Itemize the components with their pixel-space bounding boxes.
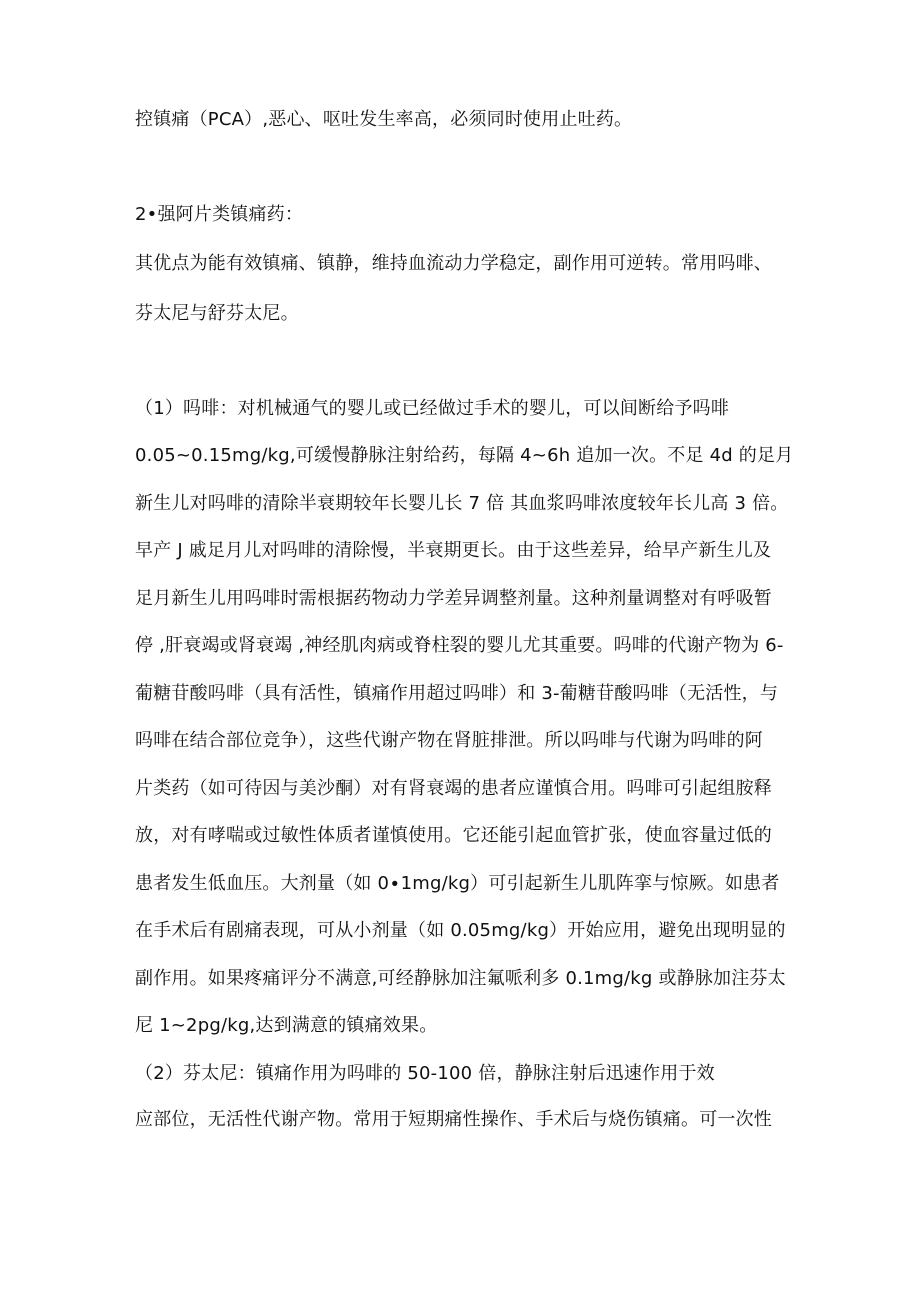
- paragraph-line: 放，对有哮喘或过敏性体质者谨慎使用。它还能引起血管扩张，使血容量过低的: [135, 825, 772, 846]
- paragraph-line: 片类药（如可待因与美沙酮）对有肾衰竭的患者应谨慎合用。吗啡可引起组胺释: [135, 778, 772, 799]
- paragraph-line: 吗啡在结合部位竞争），这些代谢产物在肾脏排泄。所以吗啡与代谢为吗啡的阿: [135, 730, 763, 751]
- paragraph-line: 0.05~0.15mg∕kg,可缓慢静脉注射给药，每隔 4~6h 追加一次。不足 4d 的足月: [135, 445, 794, 466]
- paragraph-line: 停 ,肝衰竭或肾衰竭 ,神经肌肉病或脊柱裂的婴儿尤其重要。吗啡的代谢产物为 6-: [135, 635, 784, 656]
- paragraph-line: （2）芬太尼：镇痛作用为吗啡的 50-100 倍，静脉注射后迅速作用于效: [135, 1063, 715, 1084]
- paragraph-line: 足月新生儿用吗啡时需根据药物动力学差异调整剂量。这种剂量调整对有呼吸暂: [135, 588, 772, 609]
- paragraph-line: 尼 1~2pg/kg,达到满意的镇痛效果。: [135, 1015, 438, 1036]
- paragraph-line: 控镇痛（PCA）,恶心、呕吐发生率高，必须同时使用止吐药。: [135, 109, 633, 130]
- paragraph-line: 葡糖苷酸吗啡（具有活性，镇痛作用超过吗啡）和 3-葡糖苷酸吗啡（无活性，与: [135, 683, 779, 704]
- paragraph-line: 其优点为能有效镇痛、镇静，维持血流动力学稳定，副作用可逆转。常用吗啡、: [135, 253, 772, 274]
- paragraph-line: 早产 J 戚足月儿对吗啡的清除慢，半衰期更长。由于这些差异，给早产新生儿及: [135, 540, 772, 561]
- paragraph-line: 患者发生低血压。大剂量（如 0∙1mg/kg）可引起新生儿肌阵挛与惊厥。如患者: [135, 873, 780, 894]
- paragraph-line: 副作用。如果疼痛评分不满意,可经静脉加注氟哌利多 0.1mg/kg 或静脉加注芬太: [135, 968, 786, 989]
- paragraph-line: 应部位，无活性代谢产物。常用于短期痛性操作、手术后与烧伤镇痛。可一次性: [135, 1109, 772, 1130]
- paragraph-line: （1）吗啡：对机械通气的婴儿或已经做过手术的婴儿，可以间断给予吗啡: [135, 398, 730, 419]
- paragraph-line: 芬太尼与舒芬太尼。: [135, 303, 299, 324]
- section-heading-strong-opioids: 2•强阿片类镇痛药：: [135, 204, 304, 225]
- paragraph-line: 新生儿对吗啡的清除半衰期较年长婴儿长 7 倍 其血浆吗啡浓度较年长儿高 3 倍。: [135, 493, 789, 514]
- paragraph-line: 在手术后有剧痛表现，可从小剂量（如 0.05mg∕kg）开始应用，避免出现明显的: [135, 920, 786, 941]
